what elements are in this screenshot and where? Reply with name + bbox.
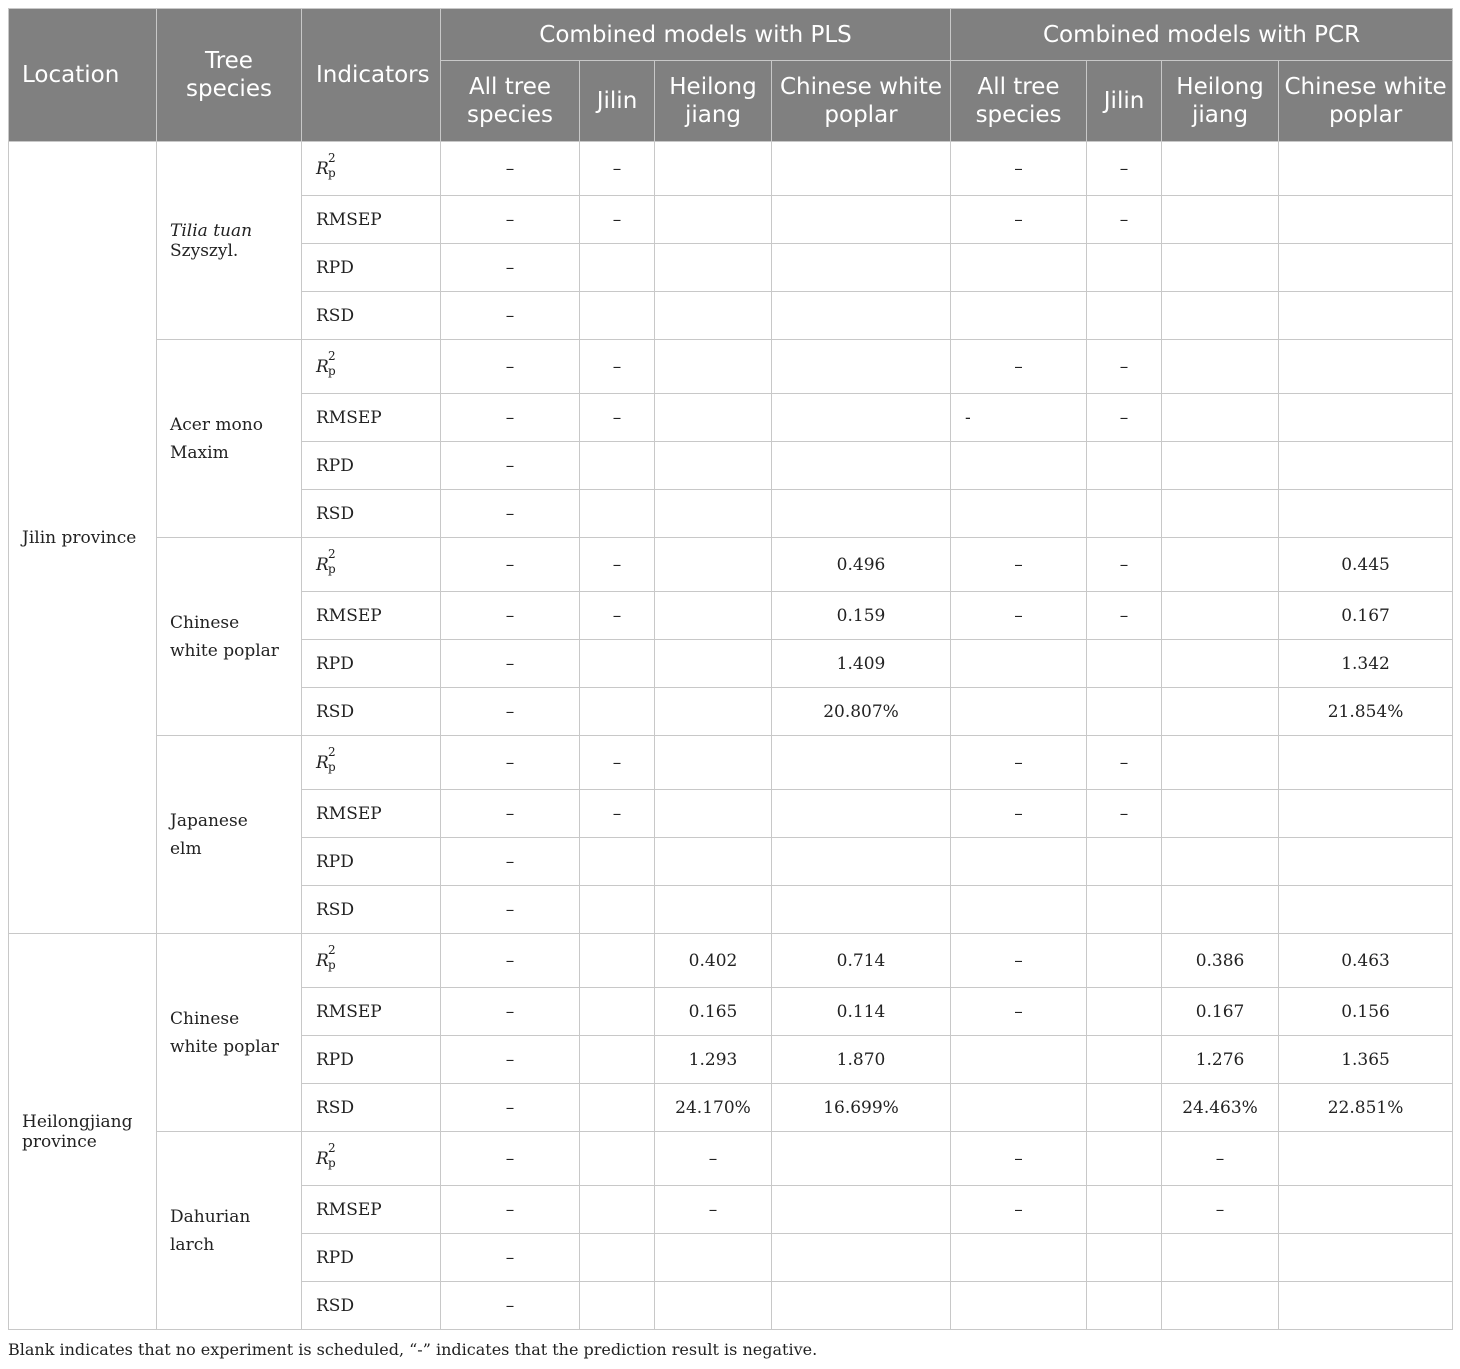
value-cell: – (951, 1186, 1087, 1234)
value-cell: – (441, 244, 580, 292)
value-cell (772, 394, 951, 442)
r-symbol: R (316, 158, 329, 179)
r-superscript: 2 (328, 942, 336, 957)
value-cell: 1.870 (772, 1036, 951, 1084)
indicator-cell: RPD (302, 1036, 441, 1084)
value-cell (1279, 1234, 1453, 1282)
value-cell: – (655, 1132, 772, 1186)
value-cell (1162, 244, 1279, 292)
subheader-pcr-jilin: Jilin (1087, 61, 1162, 142)
value-cell (772, 838, 951, 886)
species-cell (157, 142, 302, 340)
value-cell (655, 838, 772, 886)
r-squared-label (316, 1140, 336, 1170)
r-subscript: p (328, 363, 336, 378)
value-cell (951, 1084, 1087, 1132)
value-cell: 0.167 (1279, 592, 1453, 640)
value-cell: – (951, 988, 1087, 1036)
value-cell (580, 1186, 655, 1234)
value-cell: – (951, 790, 1087, 838)
indicator-cell (302, 1132, 441, 1186)
indicator-cell (302, 142, 441, 196)
footnote: Blank indicates that no experiment is scheduled, “-” indicates that the prediction result is negative. (8, 1340, 818, 1359)
value-cell (1162, 640, 1279, 688)
value-cell (580, 1282, 655, 1330)
subheader-pls-jilin: Jilin (580, 61, 655, 142)
value-cell (1279, 244, 1453, 292)
value-cell (580, 688, 655, 736)
value-cell: – (951, 934, 1087, 988)
indicator-cell: RMSEP (302, 988, 441, 1036)
indicator-cell (302, 736, 441, 790)
table-row (9, 142, 1453, 196)
r-subscript: p (328, 1155, 336, 1170)
species-cell: Acer mono Maxim (157, 340, 302, 538)
value-cell (655, 1234, 772, 1282)
value-cell (1162, 538, 1279, 592)
value-cell (951, 1282, 1087, 1330)
value-cell: – (441, 988, 580, 1036)
header-tree-species: Tree species (157, 9, 302, 142)
value-cell: 0.167 (1162, 988, 1279, 1036)
value-cell (580, 988, 655, 1036)
value-cell (655, 640, 772, 688)
value-cell (580, 640, 655, 688)
value-cell (655, 1282, 772, 1330)
value-cell (1162, 1234, 1279, 1282)
indicator-cell: RPD (302, 1234, 441, 1282)
value-cell (1087, 490, 1162, 538)
subheader-pls-poplar: Chinese white poplar (772, 61, 951, 142)
value-cell (1162, 1282, 1279, 1330)
indicator-cell: RSD (302, 1282, 441, 1330)
value-cell: 0.114 (772, 988, 951, 1036)
value-cell (772, 442, 951, 490)
location-cell: Heilongjiang province (9, 934, 157, 1330)
value-cell: – (580, 736, 655, 790)
value-cell: – (441, 292, 580, 340)
value-cell: – (441, 1132, 580, 1186)
value-cell: – (951, 196, 1087, 244)
value-cell: 0.496 (772, 538, 951, 592)
value-cell: – (580, 394, 655, 442)
value-cell (1087, 838, 1162, 886)
value-cell (772, 1132, 951, 1186)
value-cell (1162, 790, 1279, 838)
value-cell: – (580, 340, 655, 394)
value-cell (1279, 1186, 1453, 1234)
value-cell (580, 886, 655, 934)
value-cell (580, 934, 655, 988)
value-cell (1279, 790, 1453, 838)
value-cell (1087, 1282, 1162, 1330)
indicator-cell: RSD (302, 292, 441, 340)
value-cell: – (441, 142, 580, 196)
r-squared-label (316, 150, 336, 180)
r-subscript: p (328, 759, 336, 774)
value-cell (655, 142, 772, 196)
value-cell (1162, 292, 1279, 340)
value-cell (1162, 490, 1279, 538)
value-cell: 1.293 (655, 1036, 772, 1084)
value-cell (951, 442, 1087, 490)
value-cell (655, 538, 772, 592)
value-cell (1162, 340, 1279, 394)
value-cell (1087, 934, 1162, 988)
value-cell (655, 490, 772, 538)
value-cell (772, 790, 951, 838)
value-cell: 0.445 (1279, 538, 1453, 592)
header-pcr-group: Combined models with PCR (951, 9, 1453, 61)
value-cell: – (580, 790, 655, 838)
value-cell: – (1087, 736, 1162, 790)
value-cell: – (951, 538, 1087, 592)
value-cell: 0.402 (655, 934, 772, 988)
table-row (9, 538, 1453, 592)
r-subscript: p (328, 957, 336, 972)
value-cell: – (441, 1036, 580, 1084)
value-cell (1162, 442, 1279, 490)
value-cell: – (1087, 340, 1162, 394)
r-subscript: p (328, 165, 336, 180)
value-cell (772, 736, 951, 790)
indicator-cell: RSD (302, 1084, 441, 1132)
value-cell (772, 1186, 951, 1234)
value-cell (1279, 142, 1453, 196)
value-cell: – (1162, 1132, 1279, 1186)
value-cell: – (580, 196, 655, 244)
r-superscript: 2 (328, 744, 336, 759)
indicator-cell (302, 538, 441, 592)
r-symbol: R (316, 752, 329, 773)
value-cell: – (441, 538, 580, 592)
value-cell (655, 790, 772, 838)
value-cell (1087, 442, 1162, 490)
value-cell (655, 592, 772, 640)
value-cell (772, 340, 951, 394)
value-cell (655, 340, 772, 394)
value-cell: 20.807% (772, 688, 951, 736)
value-cell (772, 196, 951, 244)
value-cell: – (441, 394, 580, 442)
value-cell (1279, 442, 1453, 490)
value-cell: 1.409 (772, 640, 951, 688)
value-cell: – (951, 736, 1087, 790)
value-cell: 1.276 (1162, 1036, 1279, 1084)
indicator-cell: RMSEP (302, 394, 441, 442)
value-cell (1162, 394, 1279, 442)
value-cell (772, 886, 951, 934)
value-cell (655, 688, 772, 736)
value-cell (951, 1234, 1087, 1282)
value-cell: – (441, 196, 580, 244)
header-location: Location (9, 9, 157, 142)
r-symbol: R (316, 554, 329, 575)
indicator-cell: RPD (302, 640, 441, 688)
value-cell: 21.854% (1279, 688, 1453, 736)
value-cell: – (951, 340, 1087, 394)
r-symbol: R (316, 950, 329, 971)
header-indicators: Indicators (302, 9, 441, 142)
r-superscript: 2 (328, 348, 336, 363)
value-cell (772, 490, 951, 538)
location-cell: Jilin province (9, 142, 157, 934)
indicator-cell: RPD (302, 244, 441, 292)
value-cell (951, 292, 1087, 340)
value-cell: 0.463 (1279, 934, 1453, 988)
subheader-pcr-all: All tree species (951, 61, 1087, 142)
value-cell: 24.170% (655, 1084, 772, 1132)
value-cell: – (441, 1282, 580, 1330)
value-cell: – (441, 340, 580, 394)
table-row (9, 934, 1453, 988)
value-cell: – (441, 838, 580, 886)
value-cell (1087, 886, 1162, 934)
value-cell (772, 1234, 951, 1282)
species-name-italic: Tilia tuan (170, 220, 253, 241)
indicator-cell: RMSEP (302, 1186, 441, 1234)
value-cell: 0.165 (655, 988, 772, 1036)
value-cell (951, 490, 1087, 538)
r-superscript: 2 (328, 546, 336, 561)
value-cell: – (1162, 1186, 1279, 1234)
value-cell: 0.156 (1279, 988, 1453, 1036)
indicator-cell: RPD (302, 838, 441, 886)
value-cell: – (441, 934, 580, 988)
value-cell (951, 1036, 1087, 1084)
value-cell: – (1087, 538, 1162, 592)
r-symbol: R (316, 356, 329, 377)
indicator-cell (302, 934, 441, 988)
r-squared-label (316, 744, 336, 774)
indicator-cell: RMSEP (302, 592, 441, 640)
value-cell (1279, 886, 1453, 934)
value-cell: 0.159 (772, 592, 951, 640)
value-cell: – (441, 490, 580, 538)
value-cell (580, 292, 655, 340)
value-cell: – (441, 640, 580, 688)
value-cell: – (441, 886, 580, 934)
value-cell (1087, 244, 1162, 292)
value-cell: – (441, 592, 580, 640)
value-cell: 22.851% (1279, 1084, 1453, 1132)
subheader-pcr-poplar: Chinese white poplar (1279, 61, 1453, 142)
value-cell (772, 142, 951, 196)
value-cell (1087, 1036, 1162, 1084)
value-cell (1162, 838, 1279, 886)
species-cell: Japanese elm (157, 736, 302, 934)
value-cell (772, 244, 951, 292)
value-cell: – (441, 790, 580, 838)
value-cell (1087, 640, 1162, 688)
species-cell: Chinese white poplar (157, 538, 302, 736)
r-subscript: p (328, 561, 336, 576)
value-cell (1162, 688, 1279, 736)
value-cell (1087, 1132, 1162, 1186)
table-row (9, 1132, 1453, 1186)
value-cell (1087, 292, 1162, 340)
value-cell (655, 886, 772, 934)
results-table (8, 8, 1453, 1330)
table-row (9, 340, 1453, 394)
value-cell (1087, 1084, 1162, 1132)
value-cell (580, 244, 655, 292)
value-cell (1279, 394, 1453, 442)
value-cell (1279, 838, 1453, 886)
value-cell (1087, 688, 1162, 736)
value-cell: 0.714 (772, 934, 951, 988)
value-cell: – (1087, 142, 1162, 196)
table-row (9, 736, 1453, 790)
value-cell (1087, 1186, 1162, 1234)
value-cell (655, 736, 772, 790)
r-squared-label (316, 348, 336, 378)
value-cell: 0.386 (1162, 934, 1279, 988)
species-cell: Dahurian larch (157, 1132, 302, 1330)
indicator-cell: RSD (302, 688, 441, 736)
species-cell: Chinese white poplar (157, 934, 302, 1132)
value-cell (1162, 886, 1279, 934)
value-cell (1162, 196, 1279, 244)
subheader-pls-all: All tree species (441, 61, 580, 142)
indicator-cell (302, 340, 441, 394)
subheader-pcr-heilongjiang: Heilong jiang (1162, 61, 1279, 142)
value-cell: 1.365 (1279, 1036, 1453, 1084)
value-cell: – (441, 736, 580, 790)
value-cell (655, 292, 772, 340)
value-cell (1162, 142, 1279, 196)
value-cell: – (580, 538, 655, 592)
value-cell (951, 838, 1087, 886)
r-symbol: R (316, 1148, 329, 1169)
indicator-cell: RMSEP (302, 196, 441, 244)
value-cell: 24.463% (1162, 1084, 1279, 1132)
value-cell (580, 1234, 655, 1282)
value-cell (1162, 736, 1279, 790)
value-cell: – (951, 592, 1087, 640)
value-cell (1279, 340, 1453, 394)
value-cell: – (441, 1234, 580, 1282)
value-cell (1279, 1282, 1453, 1330)
value-cell: – (580, 592, 655, 640)
indicator-cell: RMSEP (302, 790, 441, 838)
value-cell (772, 292, 951, 340)
header-pls-group: Combined models with PLS (441, 9, 951, 61)
value-cell: – (655, 1186, 772, 1234)
value-cell (1279, 196, 1453, 244)
value-cell (951, 640, 1087, 688)
value-cell (1279, 490, 1453, 538)
value-cell: – (1087, 394, 1162, 442)
value-cell (655, 196, 772, 244)
r-superscript: 2 (328, 1140, 336, 1155)
value-cell (655, 244, 772, 292)
r-squared-label (316, 546, 336, 576)
value-cell (655, 442, 772, 490)
r-superscript: 2 (328, 150, 336, 165)
value-cell (580, 442, 655, 490)
value-cell: - (951, 394, 1087, 442)
value-cell (951, 688, 1087, 736)
value-cell (580, 1036, 655, 1084)
value-cell (580, 1084, 655, 1132)
value-cell: – (441, 688, 580, 736)
value-cell (951, 244, 1087, 292)
value-cell: – (441, 1084, 580, 1132)
indicator-cell: RSD (302, 490, 441, 538)
r-squared-label (316, 942, 336, 972)
species-name-author: Szyszyl. (170, 240, 239, 261)
value-cell: – (951, 142, 1087, 196)
value-cell (1087, 1234, 1162, 1282)
value-cell: – (1087, 196, 1162, 244)
value-cell (580, 838, 655, 886)
indicator-cell: RPD (302, 442, 441, 490)
indicator-cell: RSD (302, 886, 441, 934)
value-cell: – (1087, 592, 1162, 640)
value-cell (1279, 1132, 1453, 1186)
subheader-pls-heilongjiang: Heilong jiang (655, 61, 772, 142)
value-cell: 16.699% (772, 1084, 951, 1132)
value-cell (1162, 592, 1279, 640)
value-cell: – (441, 442, 580, 490)
value-cell (1279, 736, 1453, 790)
value-cell (580, 490, 655, 538)
value-cell (1087, 988, 1162, 1036)
value-cell: – (441, 1186, 580, 1234)
value-cell: – (1087, 790, 1162, 838)
value-cell (1279, 292, 1453, 340)
value-cell (655, 394, 772, 442)
value-cell: – (580, 142, 655, 196)
table-body (9, 142, 1453, 1330)
value-cell (580, 1132, 655, 1186)
value-cell (772, 1282, 951, 1330)
value-cell (951, 886, 1087, 934)
value-cell: 1.342 (1279, 640, 1453, 688)
value-cell: – (951, 1132, 1087, 1186)
